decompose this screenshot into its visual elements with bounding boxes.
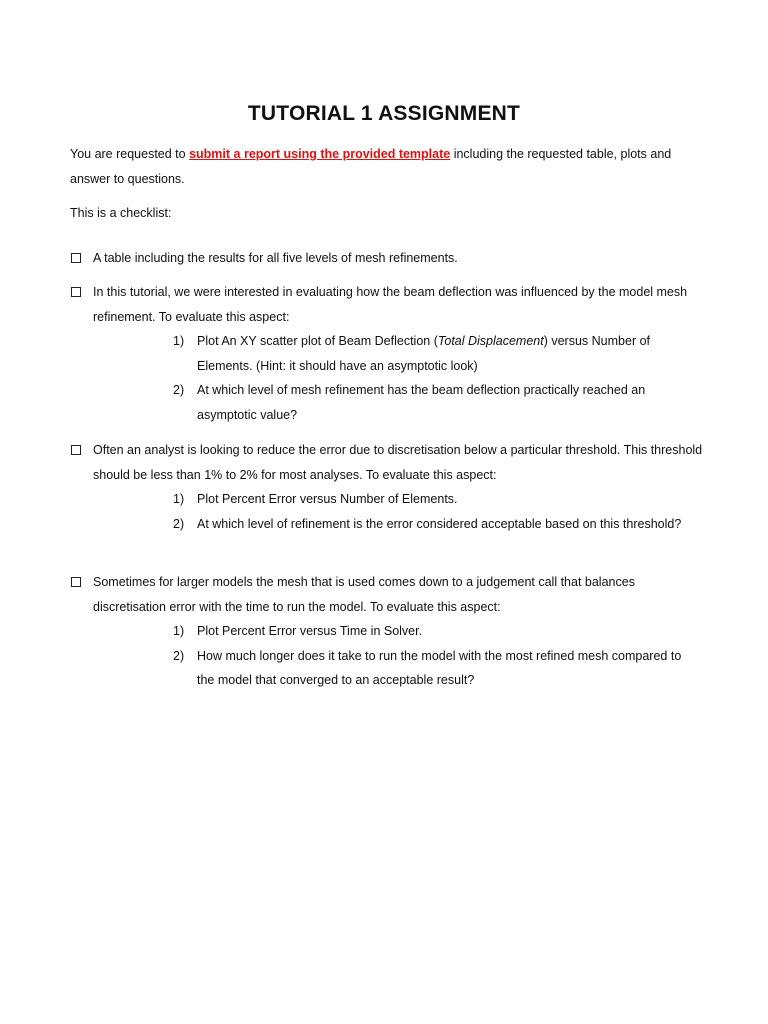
intro-paragraph bbox=[70, 142, 710, 192]
sub-question bbox=[173, 378, 710, 427]
checkbox-icon[interactable] bbox=[71, 577, 81, 587]
checklist-item-text: A table including the results for all five levels of mesh refinements. bbox=[93, 251, 458, 265]
sub-question-text: Plot Percent Error versus Time in Solver. bbox=[197, 624, 423, 638]
intro-text-before: You are requested to bbox=[70, 147, 190, 161]
sub-question-text: Plot Percent Error versus Number of Elements. bbox=[197, 492, 458, 506]
sub-question-number: 1) bbox=[173, 492, 185, 506]
template-link[interactable]: submit a report using the provided template bbox=[189, 147, 451, 161]
sub-question bbox=[173, 329, 710, 378]
sub-question-number: 1) bbox=[173, 334, 185, 348]
checklist-item-text: Often an analyst is looking to reduce the error due to discretisation below a particular threshold. This threshold should be less than 1% to 2% for most analyses. To evaluate this aspect: bbox=[93, 443, 703, 482]
italic-term: Total Displacement bbox=[437, 334, 544, 348]
sub-question bbox=[173, 512, 710, 537]
checklist-item-error-threshold bbox=[70, 438, 710, 536]
checklist-item-solver-time bbox=[70, 570, 710, 693]
sub-question-number: 1) bbox=[173, 624, 185, 638]
document-title: TUTORIAL 1 ASSIGNMENT bbox=[247, 102, 521, 125]
sub-question-number: 2) bbox=[173, 648, 185, 663]
checklist-item-text: In this tutorial, we were interested in evaluating how the beam deflection was influenced by the model mesh refinement. To evaluate this aspect: bbox=[93, 285, 688, 324]
sub-question bbox=[173, 487, 710, 512]
checkbox-icon[interactable] bbox=[71, 445, 81, 455]
sub-question-text-before: Plot An XY scatter plot of Beam Deflection ( bbox=[197, 334, 438, 348]
sub-question bbox=[173, 619, 710, 644]
checkbox-icon[interactable] bbox=[71, 287, 81, 297]
sub-question-text-after: ) versus Number of Elements. (Hint: it should have an asymptotic look) bbox=[197, 334, 650, 373]
sub-question-number: 2) bbox=[173, 516, 185, 531]
sub-question-text: At which level of mesh refinement has the beam deflection practically reached an asymptotic value? bbox=[197, 383, 646, 422]
sub-question-text bbox=[197, 329, 702, 378]
checklist-item-table bbox=[70, 246, 710, 271]
sub-question-text: How much longer does it take to run the model with the most refined mesh compared to the model that converged to an acceptable result? bbox=[197, 648, 682, 687]
checklist-item-text: Sometimes for larger models the mesh that is used comes down to a judgement call that balances discretisation error with the time to run the model. To evaluate this aspect: bbox=[93, 575, 635, 614]
checklist-item-deflection bbox=[70, 280, 710, 427]
sub-question-number: 2) bbox=[173, 383, 185, 397]
sub-question-text: At which level of refinement is the error considered acceptable based on this threshold? bbox=[197, 516, 682, 531]
checklist-label: This is a checklist: bbox=[70, 206, 172, 220]
sub-question bbox=[173, 644, 710, 693]
intro-text-after: including the requested table, plots and answer to questions. bbox=[70, 147, 672, 186]
checkbox-icon[interactable] bbox=[71, 253, 81, 263]
